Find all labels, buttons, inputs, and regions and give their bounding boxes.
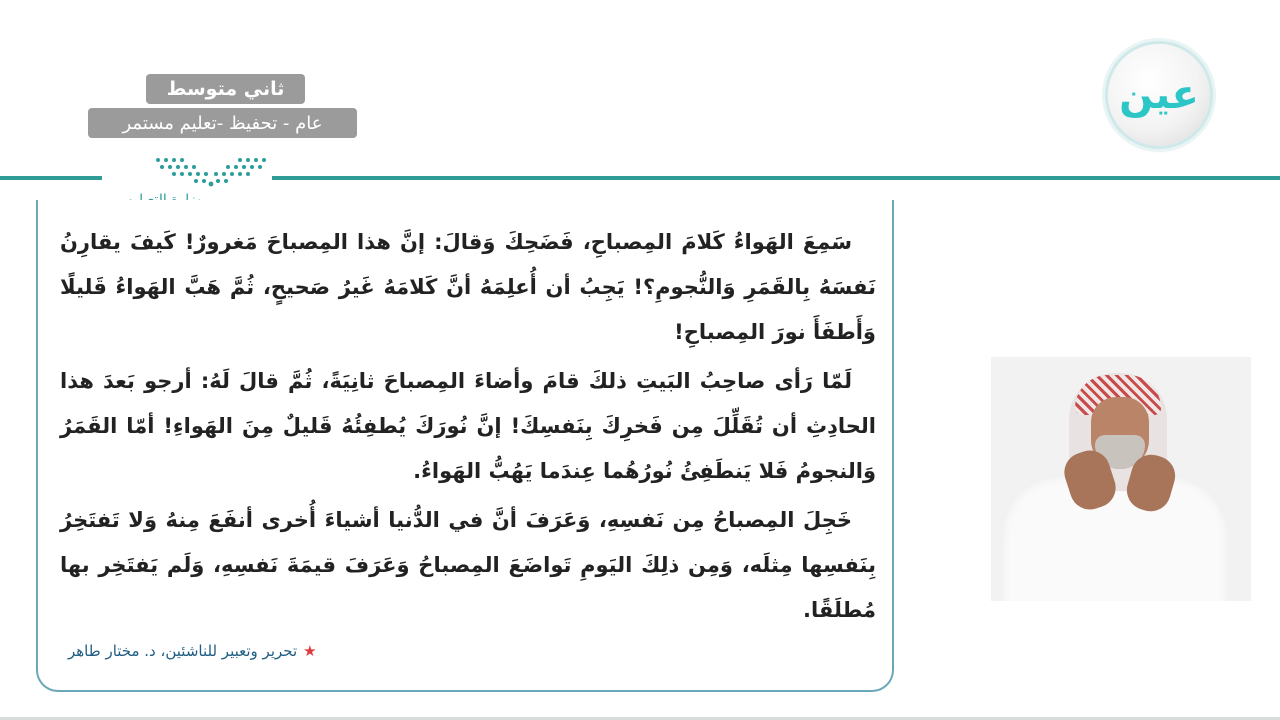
reading-text-card — [36, 200, 894, 692]
grade-badge: ثاني متوسط — [146, 74, 305, 104]
story-paragraph: لَمّا رَأى صاحِبُ البَيتِ ذلكَ قامَ وأضاءَ المِصباحَ ثانِيَةً، ثُمَّ قالَ لَهُ: أرجو بَعدَ هذا الحادِثِ أن تُقَلِّلَ مِن فَخرِكَ بِنَفسِكَ! إنَّ نُورَكَ يُطفِئُهُ قَليلٌ مِنَ الهَواءِ! أمّا القَمَرُ وَالنجومُ فَلا يَنطَفِئُ نُورُهُما عِندَما يَهُبُّ الهَواءُ. — [60, 369, 876, 483]
track-badge: عام - تحفيظ -تعليم مستمر — [88, 108, 357, 138]
header-divider-left — [0, 176, 102, 180]
story-paragraph: سَمِعَ الهَواءُ كَلامَ المِصباحِ، فَضَحِكَ وَقالَ: إنَّ هذا المِصباحَ مَغرورٌ! كَيفَ يقارِنُ نَفسَهُ بِالقَمَرِ وَالنُّجومِ؟! يَجِبُ أن أُعلِمَهُ أنَّ كَلامَهُ غَيرُ صَحيحٍ، ثُمَّ هَبَّ الهَواءُ قَليلًا وَأَطفَأَ نورَ المِصباحِ! — [60, 230, 876, 344]
presenter-video — [991, 357, 1251, 601]
ministry-dots-icon — [152, 154, 270, 190]
source-text: تحرير وتعبير للناشئين، د. مختار طاهر — [68, 642, 298, 660]
story-text — [60, 220, 876, 637]
header-divider-right — [272, 176, 1280, 180]
star-icon: ★ — [303, 642, 317, 660]
channel-logo — [1108, 44, 1210, 146]
story-paragraph: خَجِلَ المِصباحُ مِن نَفسِهِ، وَعَرَفَ أنَّ في الدُّنيا أشياءَ أُخرى أنفَعَ مِنهُ وَلا تَفتَخِرُ بِنَفسِها مِثلَه، وَمِن ذلِكَ اليَومِ تَواضَعَ المِصباحُ وَعَرَفَ قيمَةَ نَفسِهِ، وَلَم يَفتَخِر بها مُطلَقًا. — [60, 508, 876, 622]
channel-logo-text: عين — [1119, 72, 1199, 118]
source-citation — [68, 642, 468, 660]
presenter-thobe — [1001, 475, 1229, 601]
